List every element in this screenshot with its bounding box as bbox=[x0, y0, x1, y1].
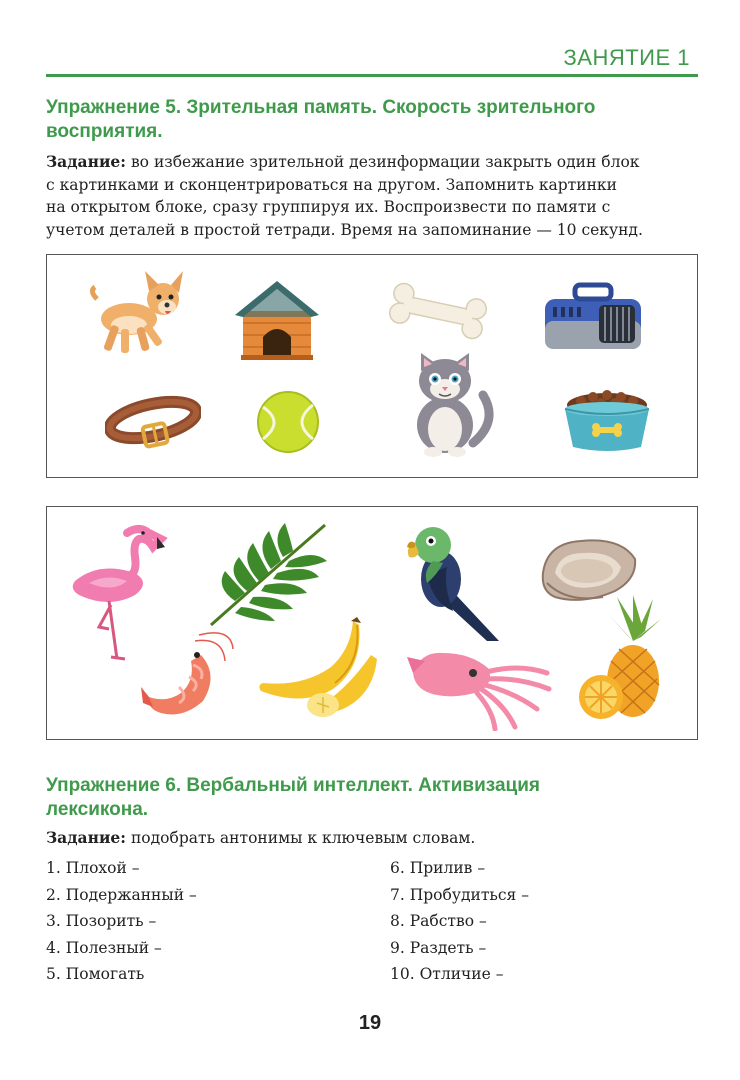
cat-icon bbox=[403, 351, 495, 459]
banana-icon bbox=[253, 617, 383, 721]
collar-icon bbox=[105, 389, 201, 451]
exercise-5-title: Упражнение 5. Зрительная память. Скорость зрительного восприятия. bbox=[46, 97, 596, 142]
parrot-icon bbox=[403, 521, 503, 643]
list-item: 3. Позорить – bbox=[46, 912, 157, 930]
squid-icon bbox=[407, 643, 553, 731]
page-number: 19 bbox=[358, 1012, 382, 1034]
shrimp-icon bbox=[139, 625, 239, 725]
list-item: 7. Пробудиться – bbox=[390, 885, 529, 904]
lesson-label: ЗАНЯТИЕ 1 bbox=[563, 45, 690, 70]
pineapple-icon bbox=[577, 595, 667, 725]
picture-block-tropics bbox=[46, 506, 698, 740]
list-item: 8. Рабство – bbox=[390, 912, 487, 930]
task-label: Задание: bbox=[46, 828, 127, 847]
picture-block-pets bbox=[46, 254, 698, 478]
dog-icon bbox=[87, 269, 187, 365]
antonym-list-left bbox=[46, 855, 346, 988]
pet-carrier-icon bbox=[541, 281, 645, 353]
list-item: 9. Раздеть – bbox=[390, 938, 487, 957]
antonym-list-right bbox=[390, 855, 690, 988]
palm-leaf-icon bbox=[205, 517, 335, 627]
task-label: Задание: bbox=[46, 152, 127, 171]
page-header bbox=[46, 44, 698, 77]
list-item: 10. Отличие – bbox=[390, 965, 504, 983]
list-item: 5. Помогать bbox=[46, 965, 145, 983]
exercise-6-task: Задание: подобрать антонимы к ключевым словам. bbox=[46, 828, 476, 847]
exercise-6-title: Упражнение 6. Вербальный интеллект. Активизация лексикона. bbox=[46, 775, 540, 820]
list-item: 1. Плохой – bbox=[46, 859, 140, 877]
bone-icon bbox=[383, 281, 493, 341]
tennis-ball-icon bbox=[255, 389, 321, 455]
food-bowl-icon bbox=[557, 385, 657, 457]
exercise-5-task: Задание: во избежание зрительной дезинформации закрыть один блок с картинками и сконцентрироваться на другом. Запомнить картинки на открытом блоке, сразу группируя их. Воспроизвести по памяти с учетом деталей в простой тетради. Время на запоминание — 10 секунд. bbox=[46, 152, 643, 239]
list-item: 2. Подержанный – bbox=[46, 885, 197, 904]
list-item: 6. Прилив – bbox=[390, 859, 486, 877]
doghouse-icon bbox=[231, 277, 323, 361]
list-item: 4. Полезный – bbox=[46, 938, 162, 957]
